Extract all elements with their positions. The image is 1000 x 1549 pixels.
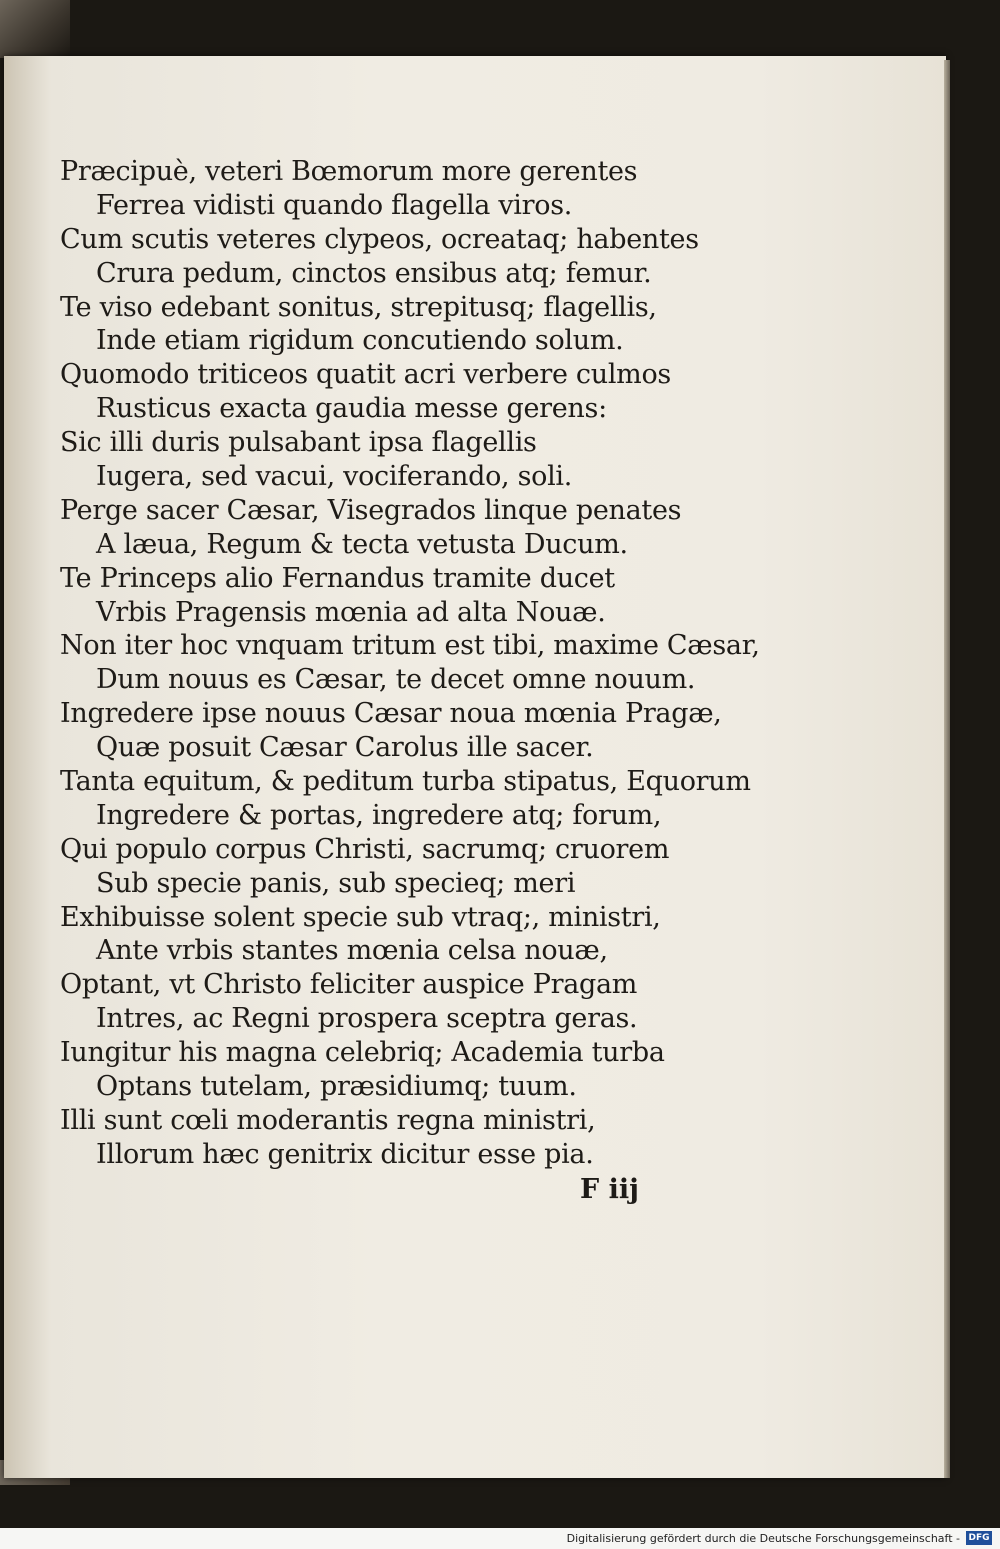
- verse-line: Dum nouus es Cæsar, te decet omne nouum.: [96, 664, 696, 696]
- verse-line: Crura pedum, cinctos ensibus atq; femur.: [96, 257, 652, 289]
- verse-line: Rusticus exacta gaudia messe gerens:: [96, 393, 607, 425]
- verse-line: Illi sunt cœli moderantis regna ministri,: [60, 1104, 596, 1136]
- verse-line: Te Princeps alio Fernandus tramite ducet: [60, 562, 615, 594]
- verse-line: Vrbis Pragensis mœnia ad alta Nouæ.: [96, 596, 606, 628]
- verse-line: Præcipuè, veteri Bœmorum more gerentes: [60, 156, 638, 187]
- verse-line: Cum scutis veteres clypeos, ocreataq; habentes: [60, 223, 699, 255]
- signature-mark: F iij: [580, 1174, 639, 1205]
- verse-line: Quomodo triticeos quatit acri verbere culmos: [60, 359, 671, 391]
- verse-line: Optant, vt Christo feliciter auspice Pragam: [60, 969, 638, 1001]
- verse-line: Sub specie panis, sub specieq; meri: [96, 867, 576, 899]
- verse-line: Intres, ac Regni prospera sceptra geras.: [96, 1003, 638, 1035]
- verse-line: Illorum hæc genitrix dicitur esse pia.: [96, 1138, 594, 1170]
- verse-line: Iugera, sed vacui, vociferando, soli.: [96, 461, 573, 493]
- verse-line: Ingredere ipse nouus Cæsar noua mœnia Pragæ,: [60, 698, 722, 730]
- verse-line: Exhibuisse solent specie sub vtraq;, ministri,: [60, 901, 661, 933]
- verse-line: Inde etiam rigidum concutiendo solum.: [96, 325, 624, 357]
- footer-bar: [0, 1528, 1000, 1549]
- verse-line: Quæ posuit Cæsar Carolus ille sacer.: [96, 732, 594, 764]
- verse-line: A læua, Regum & tecta vetusta Ducum.: [96, 528, 628, 560]
- verse-line: Perge sacer Cæsar, Visegrados linque penates: [60, 494, 682, 526]
- dfg-logo-icon: DFG: [966, 1531, 992, 1545]
- verse-line: Tanta equitum, & peditum turba stipatus, Equorum: [60, 766, 751, 798]
- verse-line: Sic illi duris pulsabant ipsa flagellis: [60, 427, 537, 459]
- verse-lines: [60, 155, 760, 1172]
- book-spine-top: [0, 0, 70, 58]
- verse-line: Ferrea vidisti quando flagella viros.: [96, 189, 573, 221]
- funding-notice: Digitalisierung gefördert durch die Deutsche Forschungsgemeinschaft -: [566, 1532, 960, 1545]
- verse-line: Te viso edebant sonitus, strepitusq; flagellis,: [60, 291, 657, 323]
- verse-line: Iungitur his magna celebriq; Academia turba: [60, 1037, 665, 1069]
- verse-line: Non iter hoc vnquam tritum est tibi, maxime Cæsar,: [60, 630, 760, 662]
- page-edge-shadow: [944, 60, 950, 1478]
- verse-line: Ante vrbis stantes mœnia celsa nouæ,: [96, 935, 608, 967]
- verse-line: Ingredere & portas, ingredere atq; forum,: [96, 799, 662, 831]
- verse-line: Qui populo corpus Christi, sacrumq; cruorem: [60, 833, 670, 865]
- verse-line: Optans tutelam, præsidiumq; tuum.: [96, 1071, 577, 1103]
